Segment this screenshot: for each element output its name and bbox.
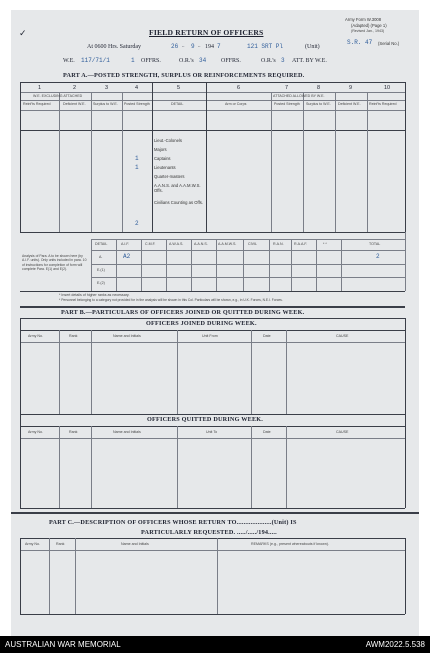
we-offrs-label: OFFRS. (141, 58, 161, 64)
detail-civilians: Civilians Counting as Offs. (154, 200, 204, 205)
army-form-label: Army Form W.3008 (345, 17, 382, 22)
date-year-prefix: 194 (205, 44, 214, 50)
form-page: ✓ FIELD RETURN OF OFFICERS Army Form W.3008 (Adapted) (Page 1) (Revised Jan., 1943) S.R. 47 (Serial No.) At 0600 Hrs. Saturday 26 .. 9 .. 194 7 121 SRT Pl (Unit) W.E. 117/71/1 1 OFFRS. O.R.'s 34 OFFRS. O.R.'s 3 ATT. BY W.E. PART A.—POSTED STRENGTH, SURPLUS OR REINFORCEMENTS REQUIRED. 1 2 3 4 5 6 7 8 9 10 W.E. EXCLUDING ATTACHED ATTACHED ALLOWED BY W.E. Reinf'ts Required Deficient W.E. Surplus to W.E. Posted Strength DETAIL Arm or Corps Posted Strength Surplus to W.E. Deficient W.E. Reinf'ts Required Lieut.-Colonels Majors Captains Lieutenants Quarter-masters A.A.N.S. and A.A.M.W.S. Offs. Civilians Counting as Offs. 1 1 2 DETAIL A.I.F. C.M.F. A.W.A.S. A.A.N.S. A.A.M.W.S. CIVIL R.A.N. R.A.A.F. * * TOTAL A. E.(1) E.(2) A2 2 Analysis of Para. A to be shown here (by A.I.F. units). Only units included in para. 10 of instructions for completion of form will complete Para. E(1) and E(2). * Insert details of higher ranks as necessary. * Personnel belonging to a category not provided for in the analysis will be shown in this Col. Particulars will be shown, e.g., in U.K. Forces, N.E.I. Forces. PART B.—PARTICULARS OF OFFICERS JOINED OR QUITTED DURING WEEK. OFFICERS JOINED DURING WEEK. Army No. Rank Name and Initials Unit From Date CAUSE OFFICERS QUITTED DURING WEEK. Army No. Rank Name and Initials Unit To Date CAUSE PART C.—DESCRIPTION OF OFFICERS WHOSE RETURN TO....................(Unit) IS PARTICULARLY REQUESTED. ...../...../194..... Army No. Rank Name and Initials REMARKS (e.g., present whereabouts if known). (11, 10, 419, 636)
we-or-label: O.R.'s (179, 58, 194, 64)
part-a-title: PART A.—POSTED STRENGTH, SURPLUS OR REINFORCEMENTS REQUIRED. (63, 72, 305, 79)
col-num-3: 3 (105, 85, 109, 91)
joined-col-date: Date (263, 334, 271, 338)
footer-accession-number: AWM2022.5.538 (365, 640, 425, 649)
part-c-title-line2: PARTICULARLY REQUESTED. ...../...../194..... (141, 529, 277, 536)
col-num-5: 5 (177, 85, 181, 91)
date-year: 7 (217, 43, 221, 50)
adapted-label: (Adapted) (Page 1) (351, 23, 387, 28)
we-label: W.E. (63, 58, 75, 64)
joined-col-rank: Rank (69, 334, 78, 338)
col-head-6: Arm or Corps (225, 102, 247, 106)
footer-institution: AUSTRALIAN WAR MEMORIAL (5, 640, 121, 649)
posted-captains: 1 (135, 155, 139, 162)
joined-col-unit-from: Unit From (202, 334, 218, 338)
archive-footer (0, 636, 430, 653)
col-head-5: DETAIL (171, 102, 184, 106)
analysis-head-total: TOTAL (369, 242, 381, 246)
analysis-detail-label: DETAIL (95, 242, 108, 246)
col-head-10: Reinf'ts Required (369, 102, 397, 106)
analysis-row-e1: E.(1) (97, 268, 105, 272)
col-num-9: 9 (349, 85, 353, 91)
analysis-head-aans: A.A.N.S. (194, 242, 208, 246)
att-or-value: 3 (281, 57, 285, 64)
analysis-row-a: A. (99, 255, 103, 259)
col-num-8: 8 (317, 85, 321, 91)
joined-title: OFFICERS JOINED DURING WEEK. (146, 320, 257, 327)
form-title: FIELD RETURN OF OFFICERS (149, 28, 264, 37)
posted-lieutenants: 1 (135, 164, 139, 171)
part-c-title-line1: PART C.—DESCRIPTION OF OFFICERS WHOSE RETURN TO....................(Unit) IS (49, 519, 297, 526)
col-head-8: Surplus to W.E. (306, 102, 331, 106)
detail-aans: A.A.N.S. and A.A.M.W.S. Offs. (154, 183, 201, 193)
col-num-7: 7 (285, 85, 289, 91)
col-head-1: Reinf'ts Required (23, 102, 51, 106)
quitted-col-name: Name and Initials (113, 430, 141, 434)
unit-label: (Unit) (305, 44, 320, 50)
analysis-row-e2: E.(2) (97, 281, 105, 285)
detail-majors: Majors (154, 147, 167, 152)
quitted-col-unit-to: Unit To (206, 430, 218, 434)
col-head-2: Deficient W.E. (63, 102, 86, 106)
col-num-2: 2 (73, 85, 77, 91)
col-num-4: 4 (135, 85, 139, 91)
revised-label: (Revised Jan., 1943) (351, 29, 385, 33)
detail-quartermasters: Quarter-masters (154, 174, 185, 179)
footnote-1: * Insert details of higher ranks as necessary. (59, 293, 130, 297)
att-allowed-header: ATTACHED ALLOWED BY W.E. (273, 94, 325, 98)
serial-no-label: (Serial No.) (378, 41, 400, 46)
joined-col-army-no: Army No. (28, 334, 43, 338)
att-or-label: O.R.'s (261, 58, 276, 64)
date-day: 26 (171, 43, 179, 50)
quitted-col-date: Date (263, 430, 271, 434)
col-num-6: 6 (237, 85, 241, 91)
quitted-col-army-no: Army No. (28, 430, 43, 434)
col-num-10: 10 (384, 85, 391, 91)
footnote-2: * Personnel belonging to a category not provided for in the analysis will be shown in this Col. Particulars will be shown, e.g., in U.K. Forces, N.E.I. Forces. (59, 298, 283, 302)
analysis-head-awas: A.W.A.S. (169, 242, 184, 246)
quitted-col-cause: CAUSE (336, 430, 349, 434)
quitted-col-rank: Rank (69, 430, 78, 434)
mark-tick: ✓ (19, 28, 27, 38)
col-num-1: 1 (38, 85, 42, 91)
joined-col-name: Name and Initials (113, 334, 141, 338)
analysis-total-a: 2 (376, 253, 380, 260)
analysis-head-cmf: C.M.F. (145, 242, 156, 246)
joined-col-cause: CAUSE (336, 334, 349, 338)
date-prefix: At 0600 Hrs. Saturday (87, 44, 141, 50)
att-by-we-label: ATT. BY W.E. (292, 58, 327, 64)
col-head-4: Posted Strength (124, 102, 150, 106)
col-head-3: Surplus to W.E. (93, 102, 118, 106)
detail-captains: Captains (154, 156, 171, 161)
posted-total: 2 (135, 220, 139, 227)
analysis-head-raaf: R.A.A.F. (294, 242, 308, 246)
we-or-value: 34 (199, 57, 207, 64)
part-c-col-remarks: REMARKS (e.g., present whereabouts if known). (251, 542, 329, 546)
part-c-col-rank: Rank (56, 542, 65, 546)
analysis-head-other: * * (323, 242, 327, 246)
we-excl-header: W.E. EXCLUDING ATTACHED (33, 94, 83, 98)
analysis-note: Analysis of Para. A to be shown here (by A.I.F. units). Only units included in para. 10 of instructions for completion of form will complete Para. E(1) and E(2). (22, 254, 87, 272)
analysis-aif-a: A2 (123, 253, 131, 260)
part-c-col-name: Name and Initials (121, 542, 149, 546)
serial-no-value: S.R. 47 (347, 39, 373, 46)
analysis-head-ran: R.A.N. (273, 242, 284, 246)
analysis-head-aamws: A.A.M.W.S. (218, 242, 237, 246)
date-month: 9 (191, 43, 195, 50)
analysis-head-aif: A.I.F. (121, 242, 130, 246)
unit-value: 121 SRT Pl (247, 43, 284, 50)
analysis-head-civil: CIVIL (248, 242, 257, 246)
att-offrs-label: OFFRS. (221, 58, 241, 64)
we-offrs-value: 1 (131, 57, 135, 64)
col-head-9: Deficient W.E. (338, 102, 361, 106)
part-c-col-army-no: Army No. (25, 542, 40, 546)
quitted-title: OFFICERS QUITTED DURING WEEK. (147, 416, 264, 423)
detail-lieutenants: Lieutenants (154, 165, 176, 170)
part-b-title: PART B.—PARTICULARS OF OFFICERS JOINED OR QUITTED DURING WEEK. (61, 309, 305, 316)
col-head-7: Posted Strength (274, 102, 300, 106)
we-value: 117/71/1 (81, 57, 110, 64)
detail-lieut-colonels: Lieut.-Colonels (154, 138, 182, 143)
